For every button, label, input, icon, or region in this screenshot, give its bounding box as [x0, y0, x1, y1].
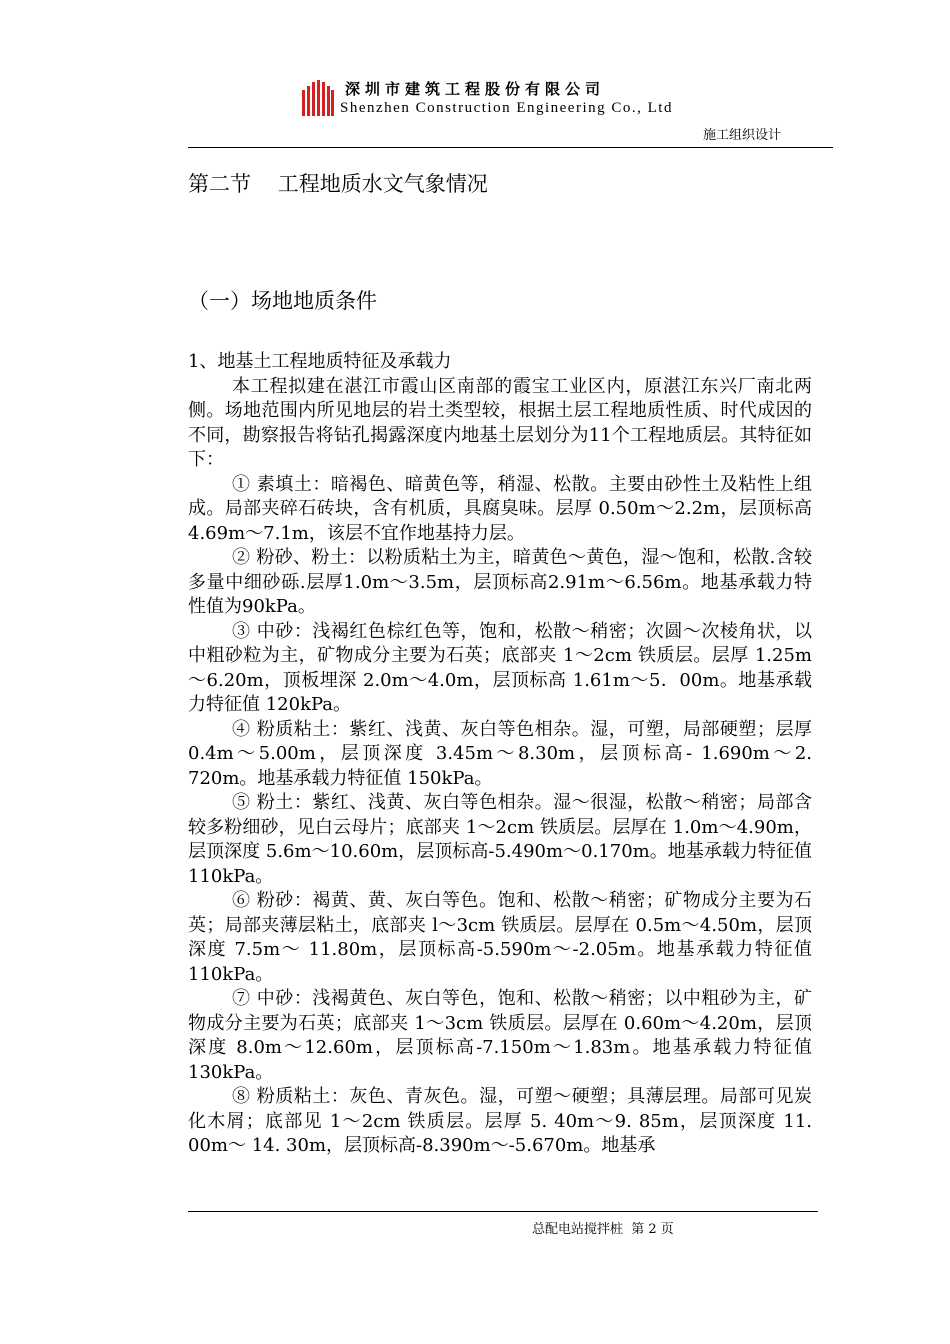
logo-bar	[307, 86, 310, 116]
paragraph-layer-6: ⑥ 粉砂：褐黄、黄、灰白等色。饱和、松散～稍密；矿物成分主要为石英；局部夹薄层粘土，底部夹 l～3cm 铁质层。层厚在 0.5m～4.50m，层顶深度 7.5m～ 11.80m，层顶标高-5.590m～-2.05m。地基承载力特征值 110kPa。	[188, 890, 812, 985]
body-text	[188, 350, 812, 1159]
logo-bar	[312, 82, 315, 116]
subsection-title: （一）场地地质条件	[188, 289, 377, 313]
logo-bar	[322, 82, 325, 116]
company-name-en: Shenzhen Construction Engineering Co., Ltd	[340, 100, 673, 116]
document-type: 施工组织设计	[703, 128, 782, 143]
paragraph-layer-2: ② 粉砂、粉土：以粉质粘土为主，暗黄色～黄色，湿～饱和，松散.含较多量中细砂砾.层厚1.0m～3.5m，层顶标高2.91m～6.56m。地基承载力特性值为90kPa。	[188, 547, 812, 617]
paragraph-layer-1: ① 素填土：暗褐色、暗黄色等，稍湿、松散。主要由砂性土及粘性上组成。局部夹碎石砖块，含有机质，具腐臭味。层厚 0.50m～2.2m，层顶标高 4.69m～7.1m，该层不宜作地基持力层。	[188, 473, 812, 544]
logo-bar	[327, 86, 330, 116]
paragraph-layer-3: ③ 中砂：浅褐红色棕红色等，饱和，松散～稍密；次圆～次棱角状，以中粗砂粒为主，矿物成分主要为石英；底部夹 1～2cm 铁质层。层厚 1.25m～6.20m，顶板埋深 2.0m～4.0m，层顶标高 1.61m～5．00m。地基承载力特征值 120kPa。	[188, 620, 812, 715]
logo-bar	[302, 90, 305, 116]
header-divider	[188, 147, 833, 148]
heading-1: 1、地基土工程地质特征及承载力	[188, 351, 452, 372]
page-footer: 总配电站搅拌桩 第 2 页	[532, 1222, 674, 1237]
paragraph-intro: 本工程拟建在湛江市霞山区南部的霞宝工业区内，原湛江东兴厂南北两侧。场地范围内所见地层的岩土类型较，根据土层工程地质性质、时代成因的不同，勘察报告将钻孔揭露深度内地基土层划分为11个工程地质层。其特征如下：	[188, 375, 812, 470]
logo-bar	[317, 80, 320, 116]
section-title: 第二节 工程地质水文气象情况	[188, 172, 488, 196]
paragraph-layer-4: ④ 粉质粘土：紫红、浅黄、灰白等色相杂。湿，可塑，局部硬塑；层厚 0.4m～5.00m，层顶深度 3.45m～8.30m，层顶标高- 1.690m～2. 720m。地基承载力特征值 150kPa。	[188, 718, 812, 789]
paragraph-layer-5: ⑤ 粉土：紫红、浅黄、灰白等色相杂。湿～很湿，松散～稍密；局部含较多粉细砂，见白云母片；底部夹 1～2cm 铁质层。层厚在 1.0m～4.90m，层顶深度 5.6m～10.60m，层顶标高-5.490m～0.170m。地基承载力特征值 110kPa。	[188, 792, 812, 887]
paragraph-layer-8: ⑧ 粉质粘土：灰色、青灰色。湿，可塑～硬塑；具薄层理。局部可见炭化木屑；底部见 1～2cm 铁质层。层厚 5. 40m～9. 85m，层顶深度 11. 00m～ 14. 30m，层顶标高-8.390m～-5.670m。地基承	[188, 1086, 812, 1156]
footer-divider	[188, 1211, 818, 1212]
paragraph-layer-7: ⑦ 中砂：浅褐黄色、灰白等色，饱和、松散～稍密；以中粗砂为主，矿物成分主要为石英；底部夹 1～3cm 铁质层。层厚在 0.60m～4.20m，层顶深度 8.0m～12.60m，层顶标高-7.150m～1.83m。地基承载力特征值 130kPa。	[188, 988, 812, 1083]
company-logo	[302, 80, 334, 116]
logo-bar	[331, 90, 334, 116]
company-name-cn: 深圳市建筑工程股份有限公司	[345, 80, 606, 98]
